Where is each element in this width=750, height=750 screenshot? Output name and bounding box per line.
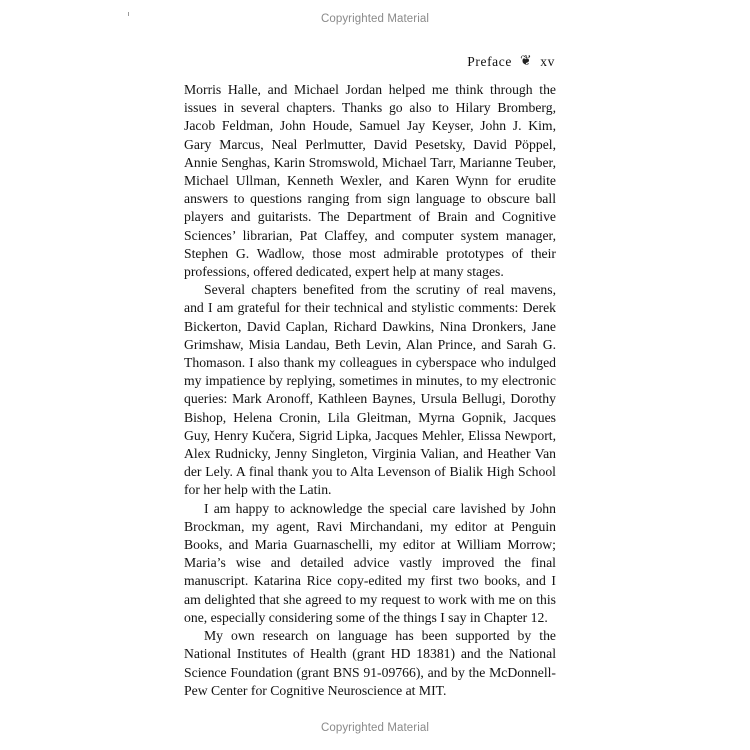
watermark-top: Copyrighted Material bbox=[320, 13, 430, 25]
paragraph-mavens: Several chapters benefited from the scrutiny of real mavens, and I am grateful for their technical and stylistic comments: Derek Bickerton, David Caplan, Richard Dawkins, Nina Dronkers, Jane Grimshaw, Misia Landau, Beth Levin, Alan Prince, and Sarah G. Thomason. I also thank my colleagues in cyberspace who indulged my impatience by replying, sometimes in minutes, to my electronic queries: Mark Aronoff, Kathleen Baynes, Ursula Bellugi, Dorothy Bishop, Helena Cronin, Lila Gleitman, Myrna Gopnik, Jacques Guy, Henry Kučera, Sigrid Lipka, Jacques Mehler, Elissa Newport, Alex Rudnicky, Jenny Singleton, Virginia Valian, and Heather Van der Lely. A final thank you to Alta Levenson of Bialik High School for her help with the Latin. bbox=[184, 282, 556, 498]
running-head bbox=[467, 54, 555, 70]
fleuron-ornament-icon: ❦ bbox=[519, 54, 533, 69]
paragraph-funding: My own research on language has been supported by the National Institutes of Health (grant HD 18381) and the National Science Foundation (grant BNS 91-09766), and by the McDonnell-Pew Center for Cognitive Neuroscience at MIT. bbox=[184, 628, 556, 698]
body-text bbox=[184, 81, 556, 700]
page-number: xv bbox=[540, 54, 555, 69]
paragraph-editors: I am happy to acknowledge the special care lavished by John Brockman, my agent, Ravi Mirchandani, my editor at Penguin Books, and Maria Guarnaschelli, my editor at William Morrow; Maria’s wise and detailed advice vastly improved the final manuscript. Katarina Rice copy-edited my first two books, and I am delighted that she agreed to my request to work with me on this one, especially considering some of the things I say in Chapter 12. bbox=[184, 500, 556, 625]
watermark-bottom: Copyrighted Material bbox=[320, 722, 430, 734]
section-title: Preface bbox=[467, 54, 512, 69]
paragraph-continued-acknowledgments: Morris Halle, and Michael Jordan helped me think through the issues in several chapters. Thanks go also to Hilary Bromberg, Jacob Feldman, John Houde, Samuel Jay Keyser, John J. Kim, Gary Marcus, Neal Perlmutter, David Pesetsky, David Pöppel, Annie Senghas, Karin Stromswold, Michael Tarr, Marianne Teuber, Michael Ullman, Kenneth Wexler, and Karen Wynn for erudite answers to questions ranging from sign language to obscure ball players and guitarists. The Department of Brain and Cognitive Sciences’ librarian, Pat Claffey, and computer system manager, Stephen G. Wadlow, those most admirable prototypes of their professions, offered dedicated, expert help at many stages. bbox=[184, 82, 556, 280]
